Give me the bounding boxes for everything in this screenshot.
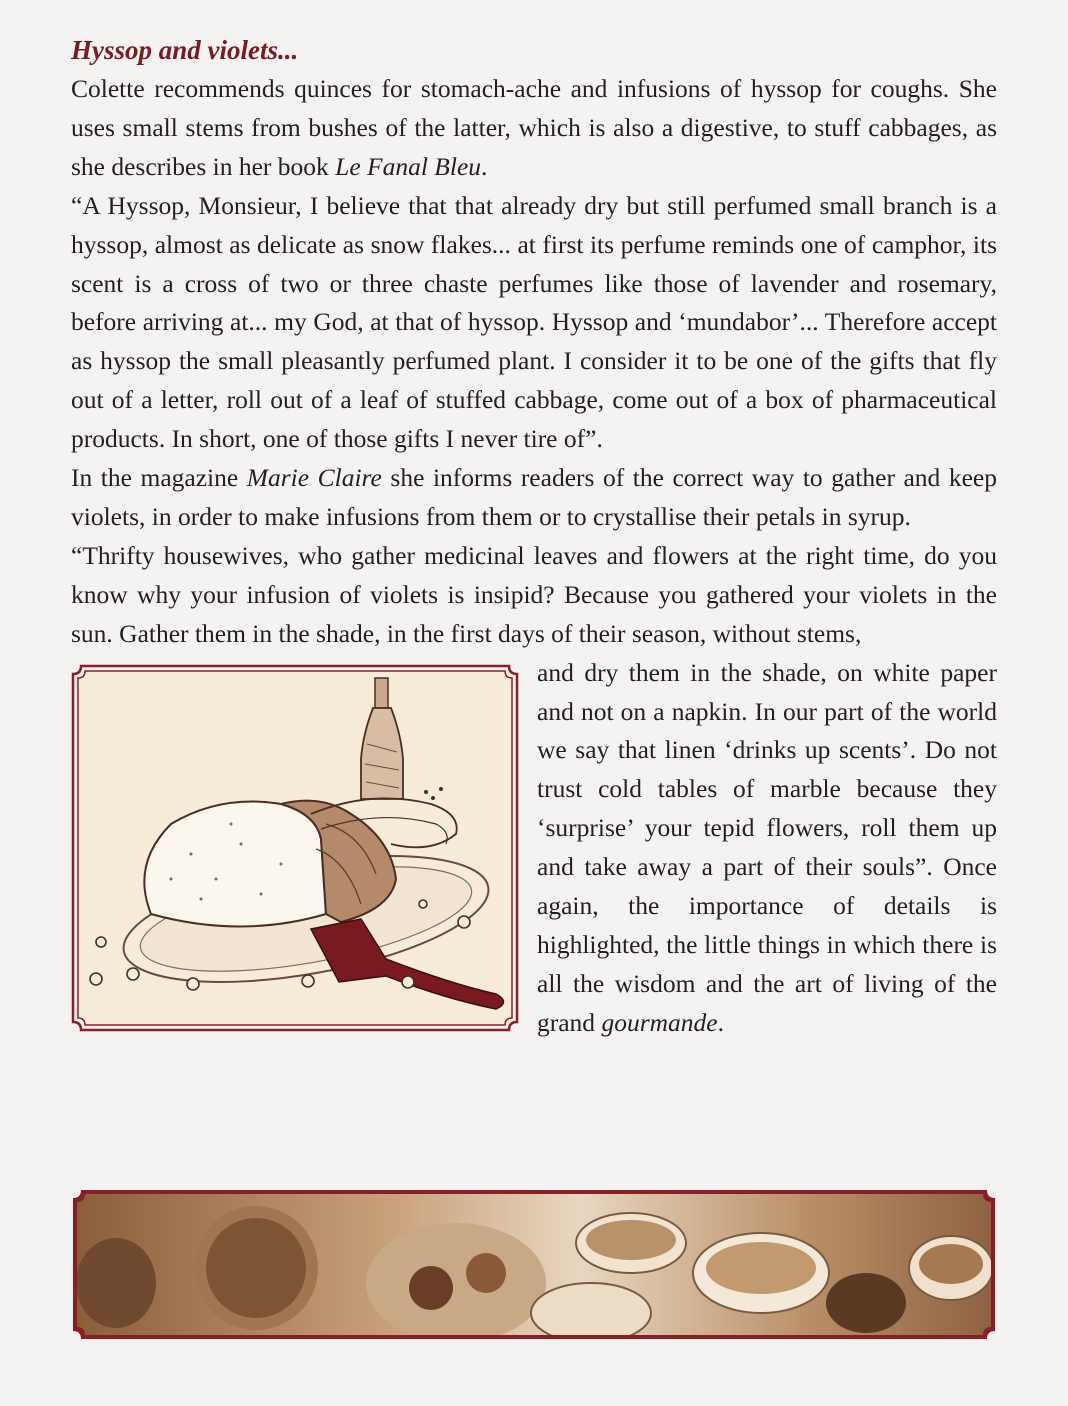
book-title: Le Fanal Bleu <box>335 151 482 181</box>
paragraph-text: Colette recommends quinces for stomach-ache and infusions of hyssop for coughs. She uses small stems from bushes of the latter, which is also a digestive, to stuff cabbages, as she describes in her book <box>71 74 997 181</box>
paragraph-text: . <box>481 151 488 181</box>
paragraph-colette-remedies <box>71 70 997 187</box>
section-heading: Hyssop and violets... <box>71 35 299 65</box>
paragraph-violets-quote: “Thrifty housewives, who gather medicinal leaves and flowers at the right time, do you know why your infusion of violets is insipid? Because you gathered your violets in the sun. Gather them in the shade, in the first days of their season, without stems, <box>71 540 997 648</box>
page <box>71 30 997 1043</box>
paragraph-hyssop-quote: “A Hyssop, Monsieur, I believe that that already dry but still perfumed small branch is a hyssop, almost as delicate as snow flakes... at first its perfume reminds one of camphor, its scent is a cross of two or three chaste perfumes like those of lavender and rosemary, before arriving at... my God, at that of hyssop. Hyssop and ‘mundabor’... Therefore accept as hyssop the small pleasantly perfumed plant. I consider it to be one of the gifts that fly out of a letter, roll out of a leaf of stuffed cabbage, come out of a box of pharmaceutical products. In short, one of those gifts I never tire of”. <box>71 190 997 454</box>
pudding-illustration <box>71 664 519 1032</box>
tea-photo-banner <box>71 1188 997 1341</box>
paragraph-text: In the magazine <box>71 463 247 493</box>
paragraph-text: she informs readers of the correct way to gather and keep violets, in order to make infusions from them or to crystallise their petals in syrup. <box>71 463 997 531</box>
body-text <box>71 70 997 654</box>
magazine-title: Marie Claire <box>246 463 382 493</box>
paragraph-text: . <box>717 1007 724 1037</box>
emphasis-word: gourmande <box>601 1007 718 1037</box>
paragraph-text: and dry them in the shade, on white paper and not on a napkin. In our part of the world we say that linen ‘drinks up scents’. Do not trust cold tables of marble because they ‘surprise’ your tepid flowers, roll them up and take away a part of their souls”. Once again, the importance of details is highlighted, the little things in which there is all the wisdom and the art of living of the grand <box>537 657 997 1037</box>
paragraph-marie-claire <box>71 459 997 537</box>
